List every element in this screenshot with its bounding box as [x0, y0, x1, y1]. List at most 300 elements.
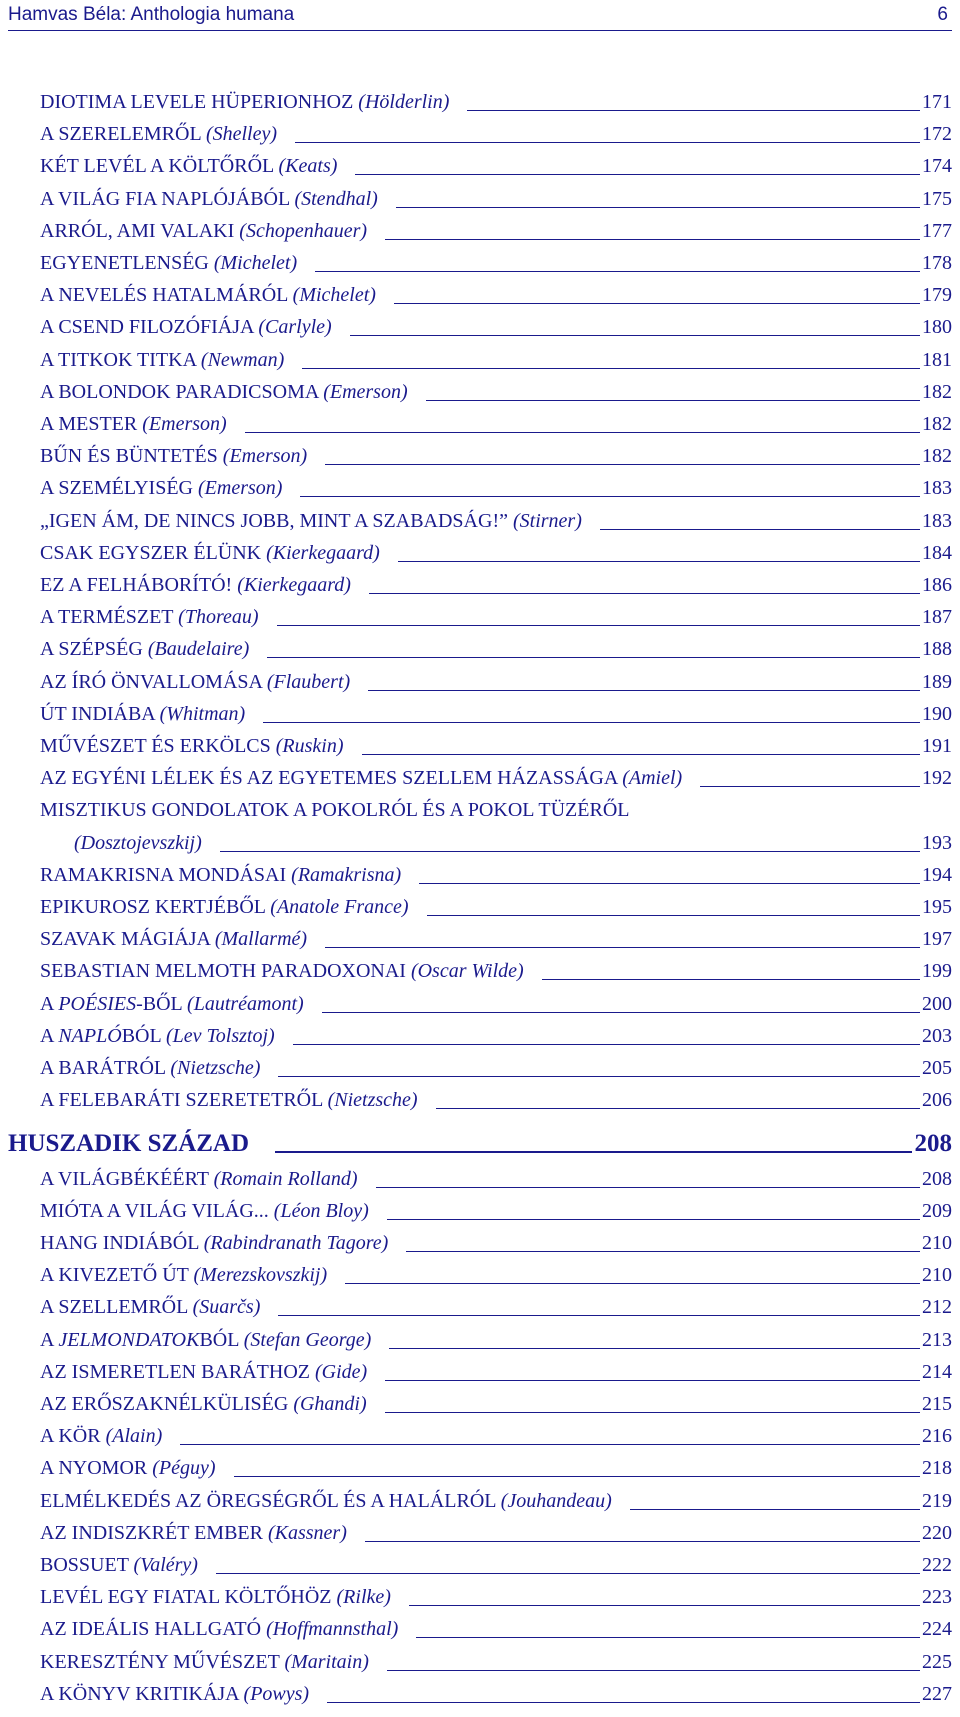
entry-page-number: 178: [922, 252, 952, 274]
entry-page-number: 182: [922, 445, 952, 467]
entry-author: (Lev Tolsztoj): [165, 1025, 275, 1047]
entry-author: (Maritain): [284, 1651, 369, 1673]
entry-italic-text: NAPLÓ: [58, 1025, 122, 1047]
leader-line: [394, 303, 920, 304]
leader-line: [180, 1444, 920, 1445]
leader-line: [293, 1044, 920, 1045]
toc-entry[interactable]: [40, 1676, 952, 1708]
toc-entry[interactable]: [40, 953, 952, 985]
entry-author: (Stirner): [512, 510, 582, 532]
entry-page-number: 208: [922, 1168, 952, 1190]
toc-entry[interactable]: [40, 1161, 952, 1193]
leader-line: [325, 947, 920, 948]
leader-line: [419, 883, 920, 884]
toc-entry[interactable]: [40, 664, 952, 696]
entry-text: MŰVÉSZET ÉS ERKÖLCS: [40, 735, 276, 757]
entry-page-number: 193: [922, 832, 952, 854]
entry-text: DIOTIMA LEVELE HÜPERIONHOZ: [40, 91, 359, 113]
toc-entry[interactable]: [40, 1515, 952, 1547]
toc-entry[interactable]: [40, 438, 952, 470]
entry-title: [40, 1328, 371, 1354]
entry-title: [40, 798, 629, 824]
entry-text: ELMÉLKEDÉS AZ ÖREGSÉGRŐL ÉS A HALÁLRÓL: [40, 1490, 501, 1512]
entry-text: A KIVEZETŐ ÚT: [40, 1264, 194, 1286]
entry-title: [40, 670, 350, 696]
entry-text-suffix: -BŐL: [136, 993, 188, 1015]
entry-page-number: 187: [922, 606, 952, 628]
toc-entry[interactable]: [40, 1082, 952, 1114]
leader-line: [700, 786, 920, 787]
toc-entry[interactable]: [40, 470, 952, 502]
entry-title: [40, 1617, 398, 1643]
entry-text: KERESZTÉNY MŰVÉSZET: [40, 1651, 285, 1673]
toc-entry[interactable]: [40, 1225, 952, 1257]
entry-title: [40, 702, 245, 728]
leader-line: [277, 625, 920, 626]
entry-title: [40, 1456, 216, 1482]
entry-page-number: 203: [922, 1025, 952, 1047]
toc-entry[interactable]: [40, 1018, 952, 1050]
entry-author: (Dosztojevszkij): [74, 832, 202, 854]
entry-author: (Péguy): [152, 1457, 216, 1479]
toc-entry[interactable]: [40, 825, 952, 857]
entry-title: [40, 380, 408, 406]
leader-line: [406, 1251, 920, 1252]
leader-line: [278, 1315, 920, 1316]
entry-page-number: 181: [922, 349, 952, 371]
entry-page-number: 215: [922, 1393, 952, 1415]
entry-page-number: 182: [922, 381, 952, 403]
leader-line: [300, 496, 920, 497]
entry-text: AZ EGYÉNI LÉLEK ÉS AZ EGYETEMES SZELLEM HÁZASSÁGA: [40, 767, 623, 789]
entry-title: [40, 283, 376, 309]
entry-page-number: 195: [922, 896, 952, 918]
entry-text: A NEVELÉS HATALMÁRÓL: [40, 284, 293, 306]
toc-entry[interactable]: [40, 857, 952, 889]
entry-text: CSAK EGYSZER ÉLÜNK: [40, 542, 267, 564]
entry-title: [40, 734, 344, 760]
entry-page-number: 177: [922, 220, 952, 242]
entry-text: A KÖR: [40, 1425, 106, 1447]
toc-entry[interactable]: [40, 1050, 952, 1082]
entry-author: (Ghandi): [293, 1393, 367, 1415]
entry-page-number: 209: [922, 1200, 952, 1222]
entry-text: AZ INDISZKRÉT EMBER: [40, 1522, 268, 1544]
entry-text: A CSEND FILOZÓFIÁJA: [40, 316, 259, 338]
entry-title: [40, 1682, 309, 1708]
entry-author: (Whitman): [159, 703, 246, 725]
leader-line: [220, 851, 920, 852]
entry-title: [40, 1056, 260, 1082]
entry-author: (Nietzsche): [170, 1057, 261, 1079]
toc-entry[interactable]: [40, 1579, 952, 1611]
entry-title: [40, 541, 380, 567]
entry-text: BŰN ÉS BÜNTETÉS: [40, 445, 223, 467]
toc-entry[interactable]: [40, 1354, 952, 1386]
entry-title: [40, 1424, 162, 1450]
entry-text: A KÖNYV KRITIKÁJA: [40, 1683, 244, 1705]
toc-entry[interactable]: [40, 728, 952, 760]
toc-entry[interactable]: [40, 374, 952, 406]
entry-page-number: 179: [922, 284, 952, 306]
entry-author: (Jouhandeau): [500, 1490, 612, 1512]
leader-line: [365, 1541, 920, 1542]
toc-entry[interactable]: [40, 921, 952, 953]
entry-author: (Newman): [200, 349, 285, 371]
entry-author: (Stefan George): [243, 1329, 372, 1351]
toc-entry[interactable]: [40, 116, 952, 148]
toc-entry[interactable]: [40, 986, 952, 1018]
entry-author: (Rabindranath Tagore): [203, 1232, 389, 1254]
leader-line: [427, 915, 920, 916]
entry-text: A SZEMÉLYISÉG: [40, 477, 198, 499]
entry-title: [40, 1199, 369, 1225]
entry-text: MIÓTA A VILÁG VILÁG...: [40, 1200, 274, 1222]
entry-text: A MESTER: [40, 413, 143, 435]
entry-author: (Emerson): [198, 477, 283, 499]
entry-title: [40, 573, 351, 599]
entry-text: A TERMÉSZET: [40, 606, 179, 628]
entry-title: [40, 766, 682, 792]
entry-author: (Shelley): [205, 123, 278, 145]
leader-line: [327, 1702, 920, 1703]
entry-title: [40, 187, 378, 213]
entry-title: [40, 509, 582, 535]
entry-author: (Alain): [105, 1425, 163, 1447]
entry-page-number: 225: [922, 1651, 952, 1673]
leader-line: [355, 174, 920, 175]
entry-page-number: 189: [922, 671, 952, 693]
entry-text: AZ IDEÁLIS HALLGATÓ: [40, 1618, 267, 1640]
leader-line: [416, 1637, 920, 1638]
toc-entry[interactable]: [40, 406, 952, 438]
entry-title: [40, 154, 337, 180]
leader-line: [368, 690, 920, 691]
document-title: Hamvas Béla: Anthologia humana: [8, 4, 295, 25]
entry-page-number: 212: [922, 1296, 952, 1318]
leader-line: [245, 432, 920, 433]
entry-text: A: [40, 993, 59, 1015]
entry-author: (Lautréamont): [187, 993, 304, 1015]
entry-title: [40, 122, 277, 148]
entry-text: SEBASTIAN MELMOTH PARADOXONAI: [40, 960, 411, 982]
entry-page-number: 205: [922, 1057, 952, 1079]
entry-author: (Ramakrisna): [291, 864, 402, 886]
entry-page-number: 218: [922, 1457, 952, 1479]
toc-entry[interactable]: [40, 889, 952, 921]
entry-text-suffix: BÓL: [121, 1025, 166, 1047]
leader-line: [542, 979, 920, 980]
entry-author: (Emerson): [222, 445, 308, 467]
entry-page-number: 186: [922, 574, 952, 596]
entry-text: EZ A FELHÁBORÍTÓ!: [40, 574, 238, 596]
leader-line: [409, 1605, 920, 1606]
entry-author: (Michelet): [213, 252, 298, 274]
entry-title: [40, 1263, 327, 1289]
entry-title: [40, 1231, 388, 1257]
toc-entry[interactable]: [40, 309, 952, 341]
leader-line: [387, 1219, 920, 1220]
leader-line: [345, 1283, 920, 1284]
entry-text: AZ ÍRÓ ÖNVALLOMÁSA: [40, 671, 267, 693]
entry-author: (Schopenhauer): [239, 220, 368, 242]
entry-text: RAMAKRISNA MONDÁSAI: [40, 864, 292, 886]
leader-line: [263, 722, 920, 723]
entry-title: [40, 348, 284, 374]
entry-author: (Keats): [278, 155, 338, 177]
toc-entry[interactable]: [40, 1611, 952, 1643]
leader-line: [275, 1151, 912, 1153]
entry-page-number: 223: [922, 1586, 952, 1608]
entry-author: (Kassner): [267, 1522, 347, 1544]
entry-author: (Flaubert): [266, 671, 351, 693]
toc-entry[interactable]: [40, 181, 952, 213]
entry-page-number: 191: [922, 735, 952, 757]
entry-page-number: 210: [922, 1264, 952, 1286]
entry-page-number: [629, 822, 659, 824]
entry-page-number: 197: [922, 928, 952, 950]
entry-text: EGYENETLENSÉG: [40, 252, 214, 274]
entry-page-number: 224: [922, 1618, 952, 1640]
entry-author: (Stendhal): [294, 188, 378, 210]
entry-author: (Emerson): [323, 381, 408, 403]
entry-page-number: 199: [922, 960, 952, 982]
entry-author: (Léon Bloy): [273, 1200, 369, 1222]
leader-line: [426, 400, 920, 401]
entry-page-number: 220: [922, 1522, 952, 1544]
leader-line: [362, 754, 920, 755]
entry-page-number: 188: [922, 638, 952, 660]
entry-title: [40, 444, 307, 470]
toc-entry[interactable]: [40, 342, 952, 374]
entry-page-number: 206: [922, 1089, 952, 1111]
entry-title: [40, 863, 401, 889]
entry-page-number: 180: [922, 316, 952, 338]
entry-page-number: 175: [922, 188, 952, 210]
entry-author: (Powys): [243, 1683, 310, 1705]
entry-text: A VILÁG FIA NAPLÓJÁBÓL: [40, 188, 295, 210]
entry-page-number: 214: [922, 1361, 952, 1383]
entry-title: [40, 1392, 367, 1418]
entry-page-number: 222: [922, 1554, 952, 1576]
leader-line: [387, 1670, 920, 1671]
entry-text: A: [40, 1025, 59, 1047]
leader-line: [216, 1573, 920, 1574]
entry-author: (Ruskin): [275, 735, 344, 757]
toc-entry[interactable]: [40, 792, 952, 824]
entry-title: [40, 1167, 358, 1193]
entry-text: „IGEN ÁM, DE NINCS JOBB, MINT A SZABADSÁG!”: [40, 510, 513, 532]
entry-title: [40, 1489, 612, 1515]
entry-text: A SZERELEMRŐL: [40, 123, 206, 145]
entry-page-number: 192: [922, 767, 952, 789]
entry-author: (Oscar Wilde): [410, 960, 524, 982]
leader-line: [600, 529, 920, 530]
toc-entry[interactable]: [40, 1483, 952, 1515]
entry-title: [40, 959, 524, 985]
leader-line: [295, 142, 920, 143]
toc-entry[interactable]: [40, 245, 952, 277]
entry-title: [40, 992, 304, 1018]
entry-author: (Kierkegaard): [237, 574, 351, 596]
toc-entry[interactable]: [40, 1450, 952, 1482]
entry-text: KÉT LEVÉL A KÖLTŐRŐL: [40, 155, 279, 177]
toc-entry[interactable]: [40, 567, 952, 599]
entry-author: (Nietzsche): [327, 1089, 418, 1111]
entry-author: (Amiel): [622, 767, 683, 789]
toc-entry[interactable]: [40, 1193, 952, 1225]
toc-entry[interactable]: [40, 1644, 952, 1676]
toc-entry[interactable]: [40, 1257, 952, 1289]
toc-entry[interactable]: [40, 760, 952, 792]
entry-page-number: 227: [922, 1683, 952, 1705]
entry-page-number: 171: [922, 91, 952, 113]
entry-title: [40, 412, 227, 438]
toc-entry[interactable]: [40, 535, 952, 567]
leader-line: [315, 271, 920, 272]
entry-title: [40, 251, 297, 277]
entry-page-number: 208: [914, 1130, 952, 1157]
entry-author: (Michelet): [292, 284, 376, 306]
entry-text: A BOLONDOK PARADICSOMA: [40, 381, 324, 403]
toc-entry[interactable]: [40, 1289, 952, 1321]
toc-entry[interactable]: [40, 503, 952, 535]
entry-text: A FELEBARÁTI SZERETETRŐL: [40, 1089, 328, 1111]
leader-line: [630, 1509, 920, 1510]
entry-title: [40, 637, 249, 663]
entry-title: [40, 476, 282, 502]
entry-text: AZ ISMERETLEN BARÁTHOZ: [40, 1361, 315, 1383]
entry-text: A TITKOK TITKA: [40, 349, 201, 371]
entry-page-number: 183: [922, 477, 952, 499]
toc-entry[interactable]: [40, 1418, 952, 1450]
entry-page-number: 216: [922, 1425, 952, 1447]
entry-page-number: 184: [922, 542, 952, 564]
entry-title: [40, 315, 332, 341]
toc-entry[interactable]: [40, 1386, 952, 1418]
entry-author: (Hölderlin): [358, 91, 450, 113]
toc-entry[interactable]: [40, 1322, 952, 1354]
leader-line: [376, 1187, 921, 1188]
toc-entry[interactable]: [40, 148, 952, 180]
entry-page-number: 219: [922, 1490, 952, 1512]
entry-author: (Suarčs): [192, 1296, 261, 1318]
leader-line: [398, 561, 920, 562]
entry-author: (Hoffmannsthal): [266, 1618, 399, 1640]
leader-line: [389, 1348, 920, 1349]
leader-line: [278, 1076, 920, 1077]
toc-entry[interactable]: [40, 213, 952, 245]
entry-title: [40, 1024, 275, 1050]
entry-title: [40, 895, 409, 921]
entry-text: A BARÁTRÓL: [40, 1057, 171, 1079]
entry-text: SZAVAK MÁGIÁJA: [40, 928, 215, 950]
entry-text: MISZTIKUS GONDOLATOK A POKOLRÓL ÉS A POKOL TÜZÉRŐL: [40, 799, 630, 821]
entry-text: A: [40, 1329, 59, 1351]
entry-page-number: 172: [922, 123, 952, 145]
entry-text: ÚT INDIÁBA: [40, 703, 160, 725]
entry-page-number: 194: [922, 864, 952, 886]
section-heading[interactable]: [8, 1126, 952, 1158]
leader-line: [385, 1380, 920, 1381]
entry-text: HUSZADIK SZÁZAD: [8, 1130, 250, 1157]
entry-author: (Mallarmé): [214, 928, 308, 950]
entry-author: (Emerson): [142, 413, 227, 435]
entry-page-number: 174: [922, 155, 952, 177]
entry-author: (Baudelaire): [147, 638, 250, 660]
entry-page-number: 210: [922, 1232, 952, 1254]
entry-title: [40, 605, 259, 631]
entry-author: (Gide): [314, 1361, 368, 1383]
entry-text-suffix: BÓL: [199, 1329, 244, 1351]
leader-line: [436, 1108, 920, 1109]
entry-text: BOSSUET: [40, 1554, 134, 1576]
toc-entry[interactable]: [40, 631, 952, 663]
entry-author: (Anatole France): [270, 896, 409, 918]
entry-italic-text: JELMONDATOK: [58, 1329, 200, 1351]
entry-title: [40, 219, 367, 245]
toc-entry[interactable]: [40, 696, 952, 728]
entry-title: [40, 1360, 367, 1386]
entry-author: (Thoreau): [178, 606, 259, 628]
leader-line: [467, 110, 920, 111]
entry-title: [40, 1088, 418, 1114]
entry-text: ARRÓL, AMI VALAKI: [40, 220, 240, 242]
leader-line: [325, 464, 920, 465]
entry-author: (Kierkegaard): [266, 542, 380, 564]
entry-text: HANG INDIÁBÓL: [40, 1232, 204, 1254]
entry-page-number: 182: [922, 413, 952, 435]
entry-text: LEVÉL EGY FIATAL KÖLTŐHÖZ: [40, 1586, 337, 1608]
toc-entry[interactable]: [40, 599, 952, 631]
entry-author: (Merezskovszkij): [193, 1264, 328, 1286]
leader-line: [385, 1412, 920, 1413]
entry-page-number: 200: [922, 993, 952, 1015]
entry-author: (Romain Rolland): [213, 1168, 358, 1190]
entry-title: [40, 90, 449, 116]
leader-line: [234, 1476, 920, 1477]
entry-title: [40, 1521, 347, 1547]
entry-page-number: 190: [922, 703, 952, 725]
entry-page-number: 213: [922, 1329, 952, 1351]
page-number: 6: [937, 4, 948, 25]
entry-title: [40, 1650, 369, 1676]
toc-entry[interactable]: [40, 84, 952, 116]
leader-line: [302, 368, 920, 369]
entry-author: (Rilke): [336, 1586, 391, 1608]
toc-entry[interactable]: [40, 277, 952, 309]
entry-text: A SZÉPSÉG: [40, 638, 148, 660]
leader-line: [385, 239, 920, 240]
entry-author: (Carlyle): [258, 316, 332, 338]
leader-line: [350, 335, 920, 336]
entry-title: [8, 1132, 249, 1158]
entry-title: [40, 1585, 391, 1611]
entry-author: (Valéry): [133, 1554, 198, 1576]
entry-text: EPIKUROSZ KERTJÉBŐL: [40, 896, 271, 918]
entry-title: [40, 1295, 260, 1321]
entry-text: A VILÁGBÉKÉÉRT: [40, 1168, 214, 1190]
entry-text: A SZELLEMRŐL: [40, 1296, 193, 1318]
leader-line: [322, 1012, 920, 1013]
entry-text: AZ ERŐSZAKNÉLKÜLISÉG: [40, 1393, 294, 1415]
leader-line: [396, 207, 920, 208]
entry-title: [40, 831, 202, 857]
leader-line: [369, 593, 920, 594]
entry-title: [40, 1553, 198, 1579]
toc-entry[interactable]: [40, 1547, 952, 1579]
entry-text: A NYOMOR: [40, 1457, 153, 1479]
